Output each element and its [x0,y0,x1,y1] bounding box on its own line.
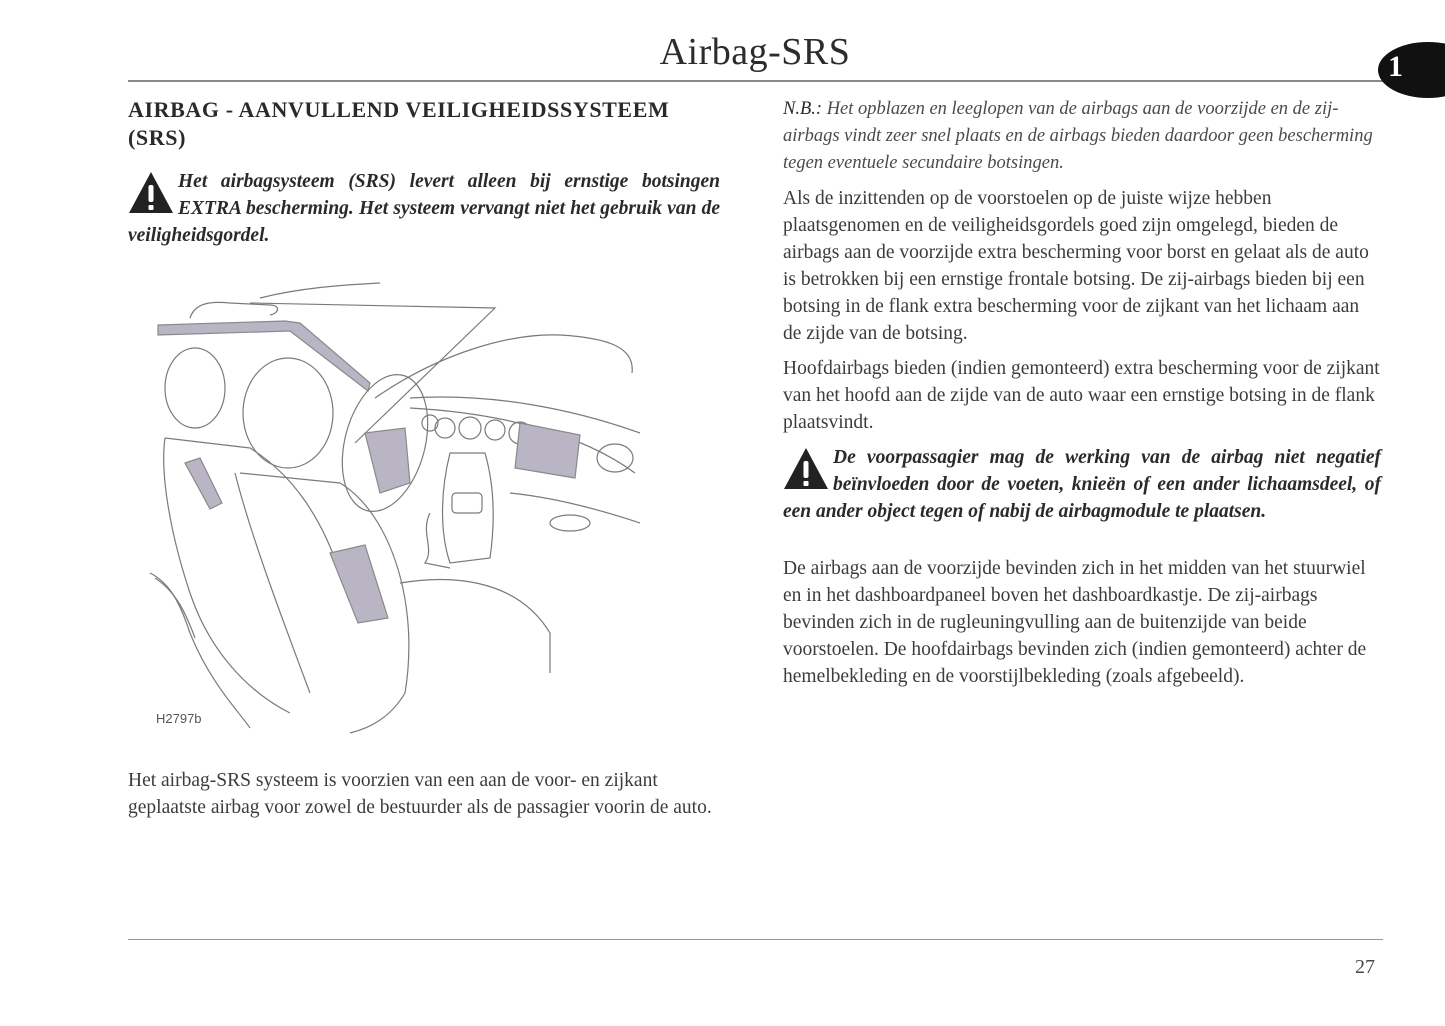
warning-triangle-icon [128,170,174,214]
paragraph-head-airbags: Hoofdairbags bieden (indien gemonteerd) extra bescherming voor de zijkant van het hoofd aan de zijde van de auto waar een ernstige botsing in de flank plaatsvindt. [783,358,1380,433]
nb-label: N.B.: [783,99,823,119]
section-heading: AIRBAG - AANVULLEND VEILIGHEIDSSYSTEEM (SRS) [128,97,670,150]
nb-text: Het opblazen en leeglopen van de airbags aan de voorzijde en de zij-airbags vindt zeer snel plaats en de airbags bieden daardoor geen bescherming tegen eventuele secundaire botsingen. [783,99,1373,173]
passenger-warning [783,444,1381,525]
warning-text: Het airbagsysteem (SRS) levert alleen bij ernstige botsingen EXTRA bescherming. Het systeem vervangt niet het gebruik van de veiligheidsgordel. [128,171,720,246]
paragraph-airbag-locations: De airbags aan de voorzijde bevinden zich in het midden van het stuurwiel en in het dashboardpaneel boven het dashboardkastje. De zij-airbags bevinden zich in de rugleuningvulling aan de buitenzijde van beide voorstoelen. De hoofdairbags bevinden zich (indien gemonteerd) achter de hemelbekleding en de voorstijlbekleding (zoals afgebeeld). [783,558,1367,687]
page-number: 27 [1355,956,1375,978]
paragraph-front-side-airbags: Als de inzittenden op de voorstoelen op de juiste wijze hebben plaatsgenomen en de veiligheidsgordels goed zijn omgelegd, bieden de airbags aan de voorzijde extra bescherming voor borst en gelaat als de auto is betrokken bij een ernstige frontale botsing. De zij-airbags bieden bij een botsing in de flank extra bescherming voor de zijkant van het lichaam aan de zijde van de botsing. [783,188,1369,344]
nb-note [783,96,1381,177]
header-divider [128,80,1388,82]
chapter-number: 1 [1388,50,1403,83]
figure-reference-label: H2797b [156,711,202,726]
left-column [128,96,720,821]
page-title: Airbag-SRS [659,31,851,73]
srs-warning [128,168,720,249]
right-column [783,96,1381,690]
airbag-location-illustration [140,273,720,753]
footer-divider [128,939,1383,940]
srs-description: Het airbag-SRS systeem is voorzien van een aan de voor- en zijkant geplaatste airbag voor zowel de bestuurder als de passagier voorin de auto. [128,770,712,818]
warning-triangle-icon [783,446,829,490]
car-interior-illustration-icon [140,273,720,743]
warning-text: De voorpassagier mag de werking van de airbag niet negatief beïnvloeden door de voeten, knieën of een ander lichaamsdeel, of een ander object tegen of nabij de airbagmodule te plaatsen. [783,447,1381,522]
